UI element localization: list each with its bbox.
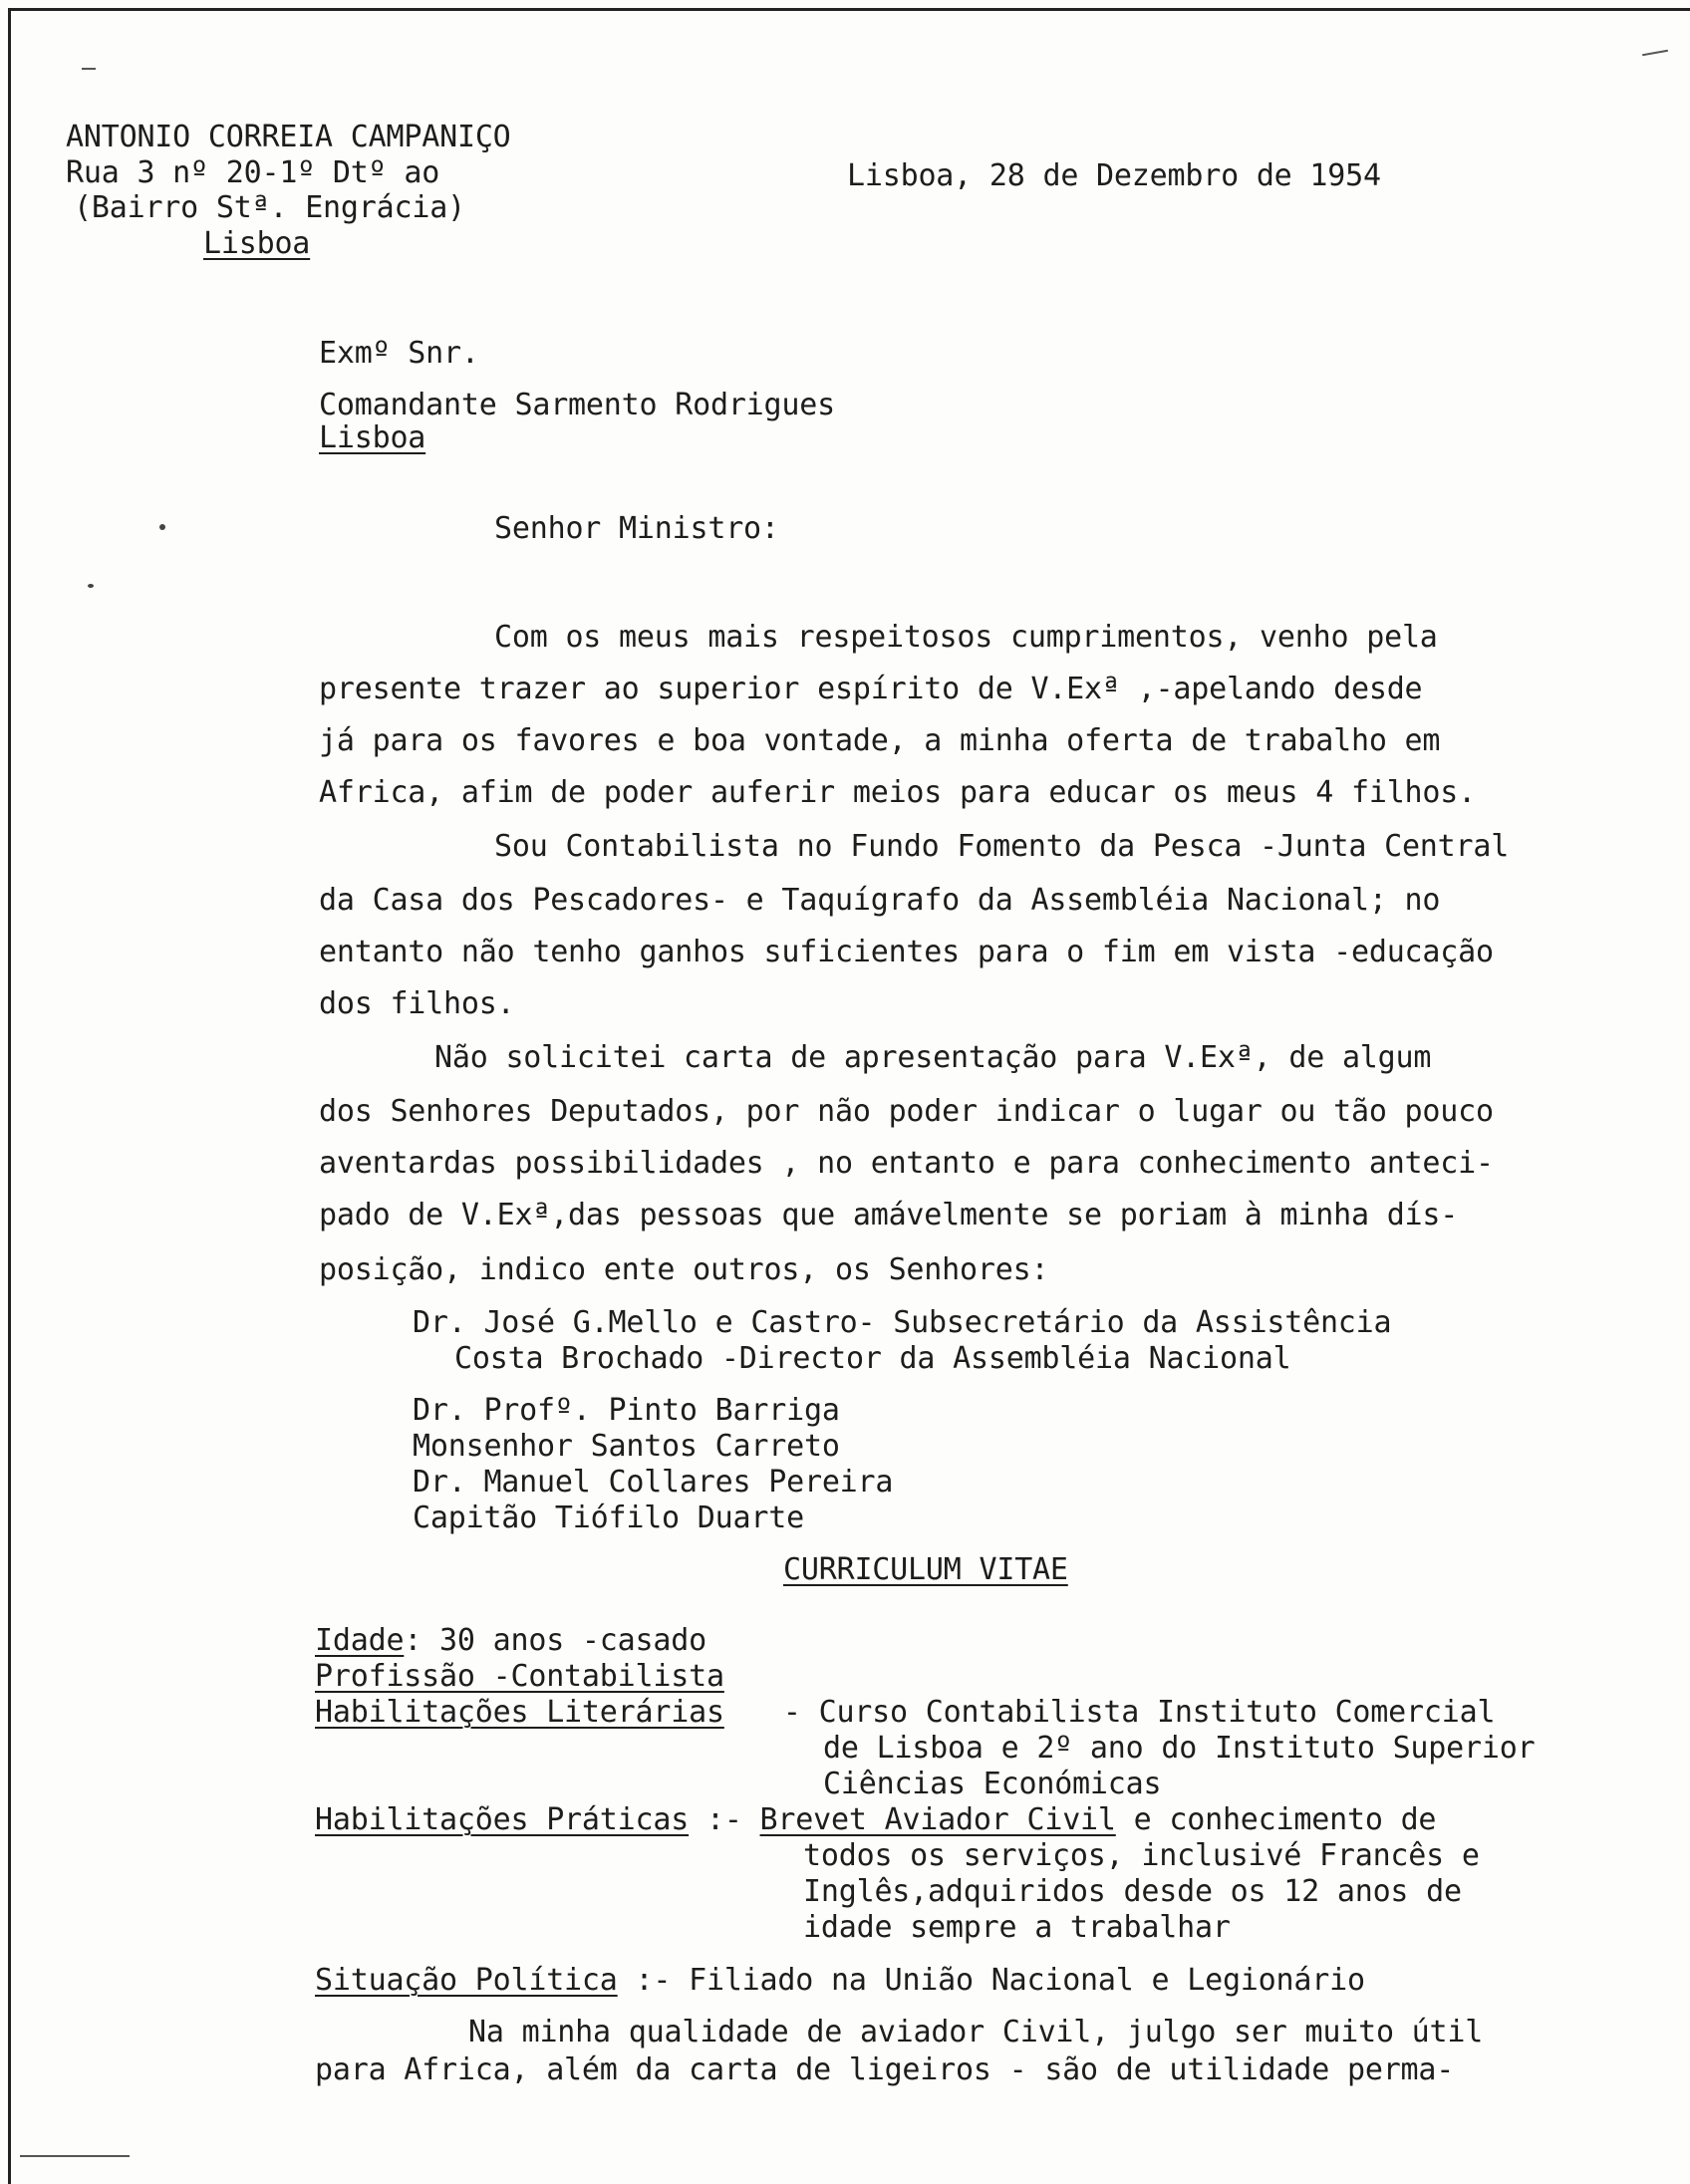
body-line: dos Senhores Deputados, por não poder indicar o lugar ou tão pouco (319, 1094, 1494, 1129)
body-line: aventardas possibilidades , no entanto e para conhecimento anteci- (319, 1146, 1494, 1181)
body-line: Africa, afim de poder auferir meios para educar os meus 4 filhos. (319, 775, 1476, 810)
cv-praticas-sep: :- (689, 1802, 760, 1837)
closing-line: para Africa, além da carta de ligeiros - são de utilidade perma- (315, 2052, 1455, 2087)
recipient-city: Lisboa (319, 420, 426, 455)
cv-idade-label: Idade (315, 1623, 405, 1658)
scan-mark (1642, 50, 1668, 56)
cv-praticas (315, 1802, 1437, 1837)
body-line: entanto não tenho ganhos suficientes para o fim em vista -educação (319, 935, 1494, 969)
date-line: Lisboa, 28 de Dezembro de 1954 (847, 158, 1381, 193)
ink-speck (88, 584, 94, 588)
body-line: já para os favores e boa vontade, a minha oferta de trabalho em (319, 723, 1441, 758)
cv-title: CURRICULUM VITAE (783, 1552, 1068, 1587)
recipient-salutation: Exmº Snr. (319, 336, 479, 371)
cv-politica-value: :- Filiado na União Nacional e Legionário (617, 1963, 1365, 1998)
cv-literarias-line: de Lisboa e 2º ano do Instituto Superior (823, 1731, 1536, 1766)
cv-idade (315, 1623, 706, 1658)
body-line: posição, indico ente outros, os Senhores: (319, 1252, 1049, 1287)
page-border-left (8, 8, 11, 2184)
body-line: Sou Contabilista no Fundo Fomento da Pesca -Junta Central (494, 829, 1510, 864)
body-line: pado de V.Exª,das pessoas que amávelmente se poriam à minha dís- (319, 1198, 1459, 1232)
body-line: da Casa dos Pescadores- e Taquígrafo da Assembléia Nacional; no (319, 883, 1441, 918)
body-line: presente trazer ao superior espírito de V.Exª ,-apelando desde (319, 672, 1423, 706)
scan-mark (82, 68, 96, 70)
reference-item: Dr. Profº. Pinto Barriga (413, 1393, 840, 1428)
body-line: Com os meus mais respeitosos cumprimentos, venho pela (494, 620, 1438, 655)
scan-mark (20, 2155, 130, 2157)
cv-profissao: Profissão -Contabilista (315, 1659, 724, 1694)
cv-praticas-label: Habilitações Práticas (315, 1802, 690, 1837)
sender-address-line1: Rua 3 nº 20-1º Dtº ao (66, 155, 440, 190)
cv-politica-label: Situação Política (315, 1963, 618, 1998)
sender-name: ANTONIO CORREIA CAMPANIÇO (66, 120, 511, 154)
page-border-top (8, 8, 1690, 11)
recipient-name: Comandante Sarmento Rodrigues (319, 388, 835, 422)
reference-item: Costa Brochado -Director da Assembléia Nacional (454, 1341, 1291, 1376)
sender-city: Lisboa (203, 226, 311, 261)
sender-address-line2: (Bairro Stª. Engrácia) (74, 190, 465, 225)
greeting: Senhor Ministro: (494, 511, 779, 546)
cv-praticas-brevet: Brevet Aviador Civil (759, 1802, 1116, 1837)
reference-item: Dr. José G.Mello e Castro- Subsecretário da Assistência (413, 1305, 1392, 1340)
reference-item: Monsenhor Santos Carreto (413, 1429, 840, 1464)
cv-praticas-line: idade sempre a trabalhar (803, 1910, 1231, 1945)
body-line: Não solicitei carta de apresentação para V.Exª, de algum (434, 1040, 1432, 1075)
closing-line: Na minha qualidade de aviador Civil, julgo ser muito útil (468, 2015, 1484, 2049)
reference-item: Dr. Manuel Collares Pereira (413, 1465, 894, 1500)
cv-literarias-label: Habilitações Literárias (315, 1695, 724, 1730)
cv-literarias-line: - Curso Contabilista Instituto Comercial (765, 1695, 1496, 1730)
cv-praticas-line: Inglês,adquiridos desde os 12 anos de (803, 1874, 1462, 1909)
reference-item: Capitão Tiófilo Duarte (413, 1501, 804, 1535)
cv-praticas-first-rest: e conhecimento de (1115, 1802, 1437, 1837)
cv-idade-value: : 30 anos -casado (404, 1623, 706, 1658)
body-line: dos filhos. (319, 986, 515, 1021)
cv-literarias-line: Ciências Económicas (823, 1767, 1162, 1801)
cv-politica (315, 1963, 1365, 1998)
cv-praticas-line: todos os serviços, inclusivé Francês e (803, 1838, 1480, 1873)
ink-speck (159, 524, 165, 530)
